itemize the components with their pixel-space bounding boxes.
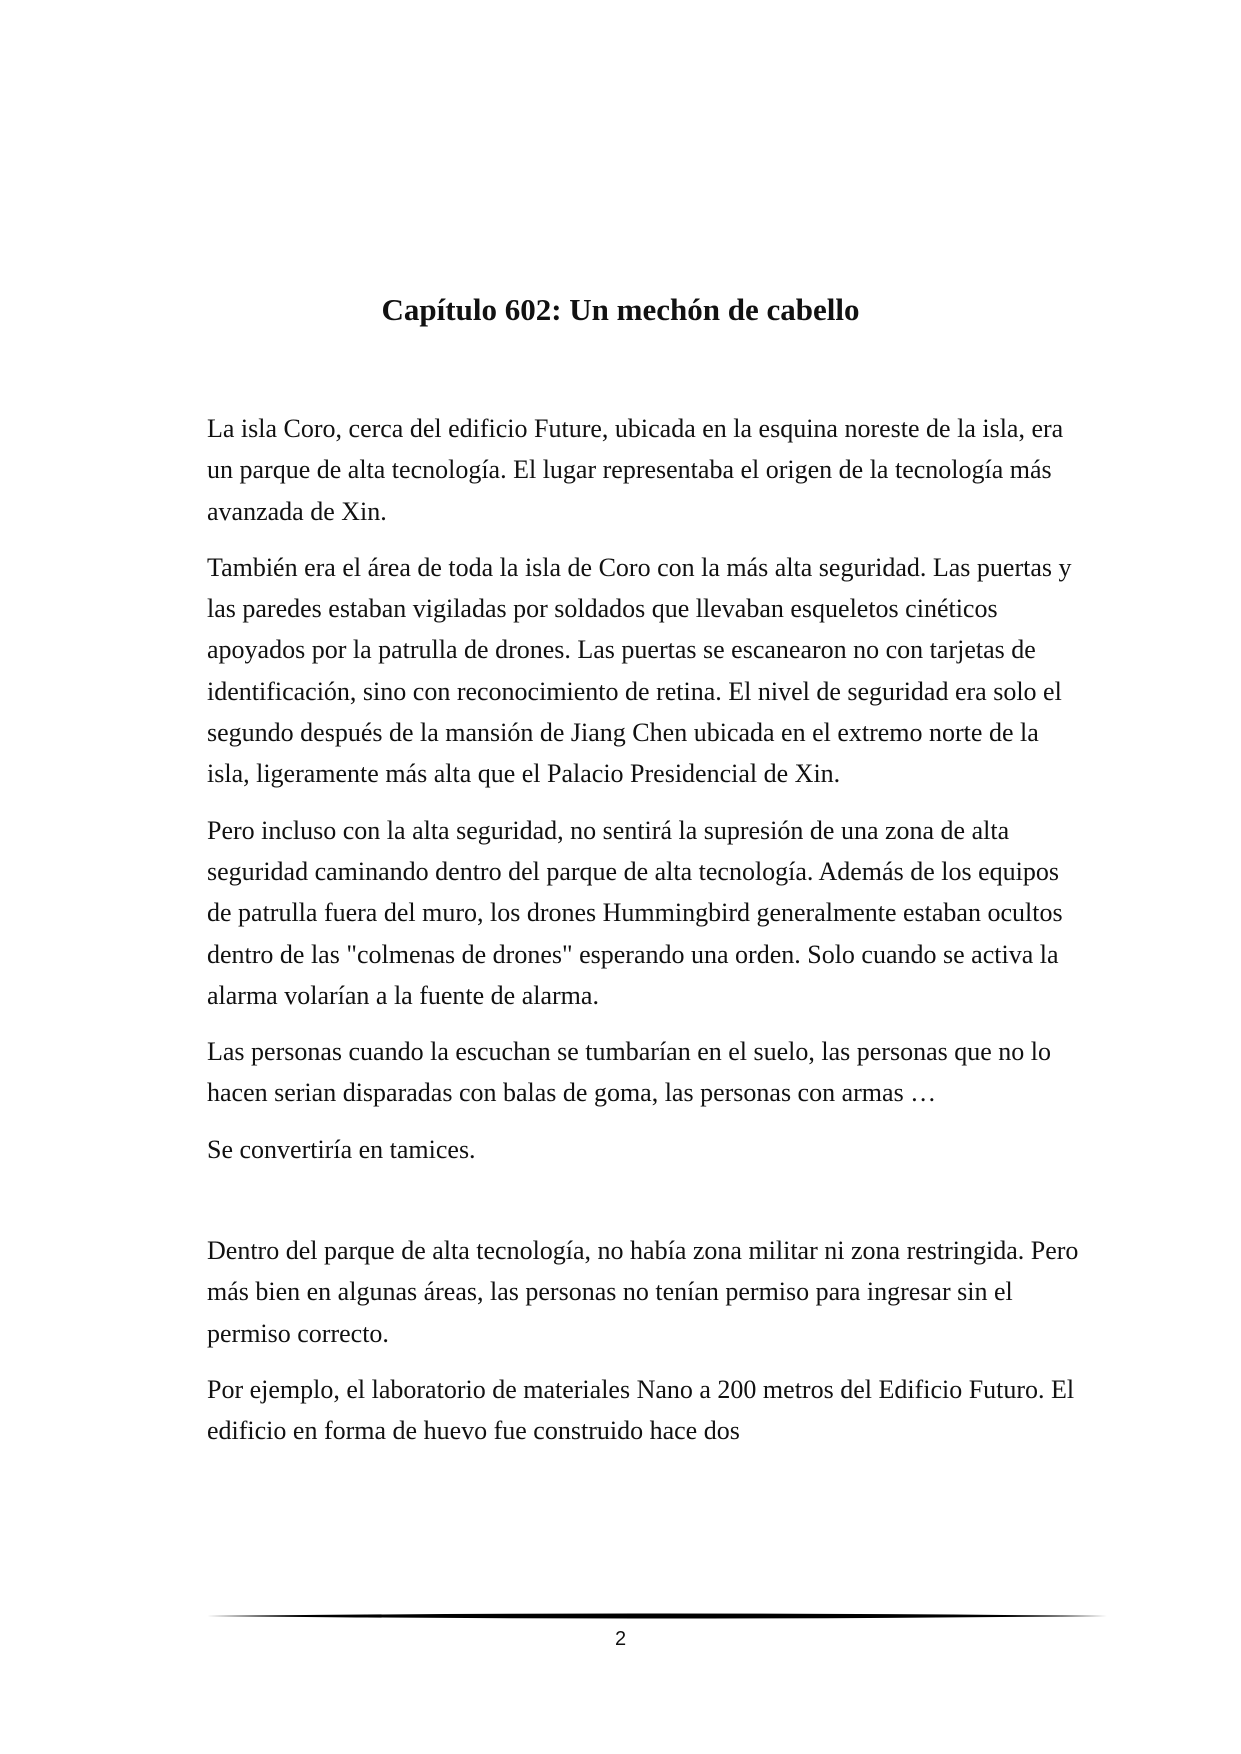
paragraph: Dentro del parque de alta tecnología, no había zona militar ni zona restringida. Pero más bien en algunas áreas, las personas no tenían permiso para ingresar sin el permiso correcto. (207, 1236, 1079, 1348)
paragraph: Se convertiría en tamices. (207, 1134, 476, 1164)
paragraph: Por ejemplo, el laboratorio de materiales Nano a 200 metros del Edificio Futuro. El edificio en forma de huevo fue construido hace dos (207, 1374, 1075, 1446)
footer-divider (207, 1610, 1107, 1622)
paragraph: Pero incluso con la alta seguridad, no sentirá la supresión de una zona de alta seguridad caminando dentro del parque de alta tecnología. Además de los equipos de patrulla fuera del muro, los drones Hummingbird generalmente estaban ocultos dentro de las "colmenas de drones" esperando una orden. Solo cuando se activa la alarma volarían a la fuente de alarma. (207, 815, 1063, 1010)
chapter-body (207, 408, 1087, 1467)
paragraph: La isla Coro, cerca del edificio Future, ubicada en la esquina noreste de la isla, era un parque de alta tecnología. El lugar representaba el origen de la tecnología más avanzada de Xin. (207, 414, 1064, 526)
chapter-title: Capítulo 602: Un mechón de cabello (381, 292, 860, 327)
paragraph: Las personas cuando la escuchan se tumbarían en el suelo, las personas que no lo hacen serian disparadas con balas de goma, las personas con armas … (207, 1037, 1052, 1108)
page-number: 2 (614, 1628, 627, 1650)
paragraph: También era el área de toda la isla de Coro con la más alta seguridad. Las puertas y las paredes estaban vigiladas por soldados que llevaban esqueletos cinéticos apoyados por la patrulla de drones. Las puertas se escanearon no con tarjetas de identificación, sino con reconocimiento de retina. El nivel de seguridad era solo el segundo después de la mansión de Jiang Chen ubicada en el extremo norte de la isla, ligeramente más alta que el Palacio Presidencial de Xin. (207, 552, 1072, 789)
